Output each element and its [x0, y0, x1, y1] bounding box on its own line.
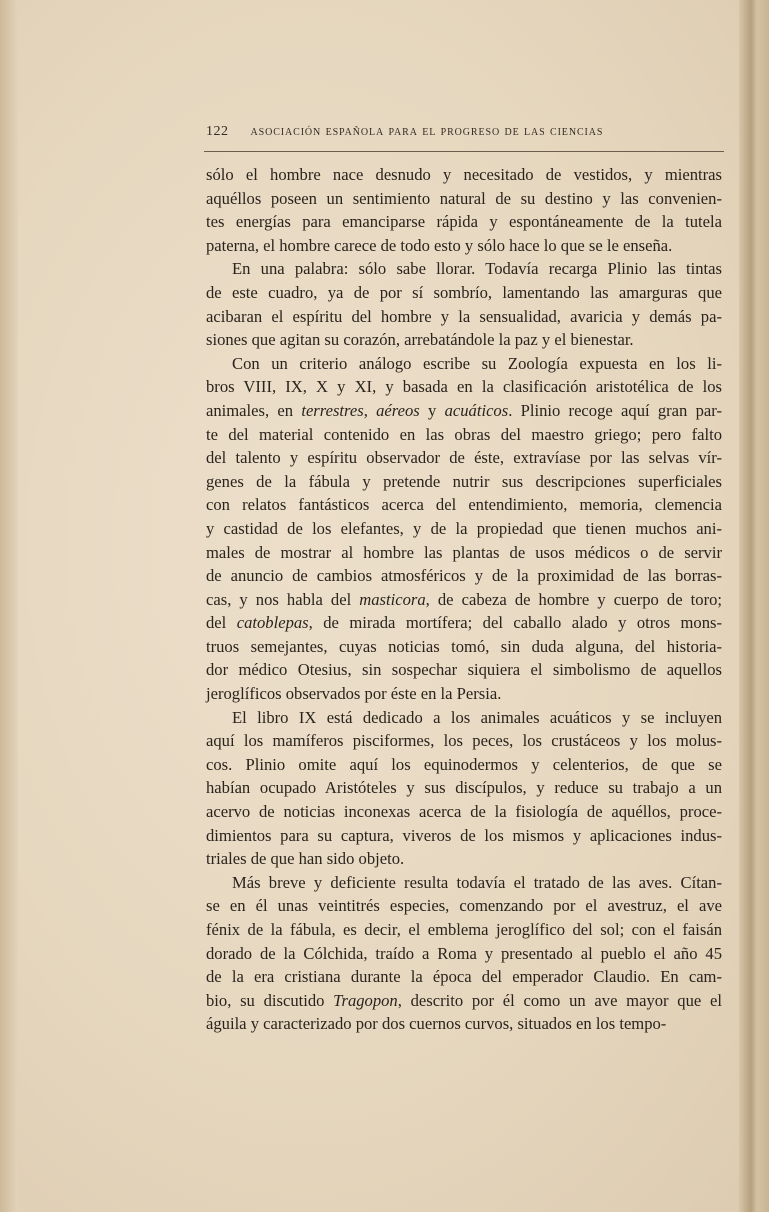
text-fragment: con relatos fantásticos acerca del entendimiento, memoria, clemencia: [206, 495, 722, 515]
running-header: [206, 124, 724, 146]
text-fragment: bio, su discutido: [206, 990, 334, 1010]
text-line: [206, 989, 722, 1013]
text-line: [206, 352, 722, 376]
text-line: [206, 1012, 722, 1036]
text-line: [206, 564, 722, 588]
text-fragment: En una palabra: sólo sabe llorar. Todavía recarga Plinio las tintas: [232, 259, 722, 279]
text-line: [206, 824, 722, 848]
italic-term: acuáticos: [444, 400, 509, 420]
text-fragment: animales, en: [206, 400, 302, 420]
italic-term: aéreos: [376, 400, 420, 420]
text-line: [206, 800, 722, 824]
text-line: [206, 257, 722, 281]
text-fragment: dorado de la Cólchida, traído a Roma y presentado al pueblo el año 45: [206, 943, 722, 963]
text-line: [206, 894, 722, 918]
italic-term: terrestres: [301, 400, 364, 420]
text-fragment: Más breve y deficiente resulta todavía el tratado de las aves. Cítan-: [232, 872, 722, 892]
italic-term: catoblepas: [236, 613, 309, 633]
text-fragment: del talento y espíritu observador de éste, extravíase por las selvas vír-: [206, 448, 722, 468]
text-line: [206, 493, 722, 517]
text-fragment: y castidad de los elefantes, y de la propiedad que tienen muchos ani-: [206, 518, 722, 538]
italic-term: masticora: [359, 589, 426, 609]
text-fragment: truos semejantes, cuyas noticias tomó, sin duda alguna, del historia-: [206, 636, 722, 656]
text-fragment: de anuncio de cambios atmosféricos y de la proximidad de las borras-: [206, 566, 722, 586]
body-text: [206, 163, 722, 1036]
text-fragment: ,: [363, 400, 377, 420]
text-fragment: del: [206, 613, 237, 633]
text-line: [206, 682, 722, 706]
paragraph: [206, 163, 722, 257]
text-line: [206, 541, 722, 565]
text-line: [206, 635, 722, 659]
text-line: [206, 187, 722, 211]
text-fragment: paterna, el hombre carece de todo esto y sólo hace lo que se le enseña.: [206, 235, 673, 255]
text-fragment: genes de la fábula y pretende nutrir sus descripciones superficiales: [206, 471, 722, 491]
page-left-edge: [0, 0, 18, 1212]
paragraph: [206, 871, 722, 1036]
text-fragment: dor médico Otesius, sin sospechar siquiera el simbolismo de aquellos: [206, 660, 722, 680]
text-line: [206, 847, 722, 871]
text-line: [206, 446, 722, 470]
text-fragment: aquéllos poseen un sentimiento natural de su destino y las convenien-: [206, 188, 722, 208]
text-line: [206, 163, 722, 187]
text-fragment: , de mirada mortífera; del caballo alado y otros mons-: [308, 613, 722, 633]
header-rule: [204, 151, 724, 152]
text-line: [206, 942, 722, 966]
text-line: [206, 776, 722, 800]
text-fragment: cos. Plinio omite aquí los equinodermos y celenterios, de que se: [206, 754, 722, 774]
paragraph: [206, 706, 722, 871]
text-line: [206, 658, 722, 682]
page-right-edge: [739, 0, 769, 1212]
text-fragment: , descrito por él como un ave mayor que el: [397, 990, 722, 1010]
text-fragment: águila y caracterizado por dos cuernos curvos, situados en los tempo-: [206, 1014, 667, 1034]
text-line: [206, 305, 722, 329]
text-line: [206, 965, 722, 989]
text-line: [206, 399, 722, 423]
text-fragment: fénix de la fábula, es decir, el emblema jeroglífico del sol; con el faisán: [206, 920, 722, 939]
text-fragment: , de cabeza de hombre y cuerpo de toro;: [425, 589, 722, 609]
text-line: [206, 611, 722, 635]
text-fragment: cas, y nos habla del: [206, 589, 360, 609]
text-fragment: dimientos para su captura, viveros de los mismos y aplicaciones indus-: [206, 825, 722, 845]
text-fragment: Con un criterio análogo escribe su Zoología expuesta en los li-: [232, 353, 722, 373]
text-fragment: y: [419, 400, 445, 420]
text-line: [206, 729, 722, 753]
paragraph: [206, 257, 722, 351]
text-line: [206, 871, 722, 895]
text-line: [206, 281, 722, 305]
text-fragment: acibaran el espíritu del hombre y la sensualidad, avaricia y demás pa-: [206, 306, 722, 326]
running-title: asociación española para el progreso de las ciencias: [250, 124, 604, 139]
text-fragment: de la era cristiana durante la época del emperador Claudio. En cam-: [206, 967, 722, 987]
text-line: [206, 753, 722, 777]
text-line: [206, 918, 722, 942]
text-fragment: . Plinio recoge aquí gran par-: [508, 400, 722, 420]
text-line: [206, 210, 722, 234]
text-line: [206, 328, 722, 352]
text-line: [206, 423, 722, 447]
text-fragment: jeroglíficos observados por éste en la Persia.: [206, 684, 502, 704]
text-fragment: bros VIII, IX, X y XI, y basada en la clasificación aristotélica de los: [206, 377, 722, 397]
text-line: [206, 375, 722, 399]
text-line: [206, 234, 722, 258]
text-fragment: se en él unas veintitrés especies, comenzando por el avestruz, el ave: [206, 896, 722, 916]
text-fragment: sólo el hombre nace desnudo y necesitado de vestidos, y mientras: [206, 165, 722, 184]
text-fragment: males de mostrar al hombre las plantas de usos médicos o de servir: [206, 542, 722, 562]
text-line: [206, 706, 722, 730]
text-line: [206, 517, 722, 541]
text-fragment: acervo de noticias inconexas acerca de la fisiología de aquéllos, proce-: [206, 802, 722, 822]
text-fragment: habían ocupado Aristóteles y sus discípulos, y reduce su trabajo a un: [206, 778, 722, 798]
page-number: 122: [206, 124, 229, 139]
text-fragment: triales de que han sido objeto.: [206, 849, 405, 869]
text-fragment: El libro IX está dedicado a los animales acuáticos y se incluyen: [232, 707, 722, 727]
text-fragment: tes energías para emanciparse rápida y espontáneamente de la tutela: [206, 212, 722, 232]
text-fragment: te del material contenido en las obras del maestro griego; pero falto: [206, 424, 722, 444]
text-line: [206, 588, 722, 612]
italic-term: Tragopon: [333, 990, 398, 1010]
text-fragment: de este cuadro, ya de por sí sombrío, lamentando las amarguras que: [206, 282, 722, 302]
text-line: [206, 470, 722, 494]
text-fragment: siones que agitan su corazón, arrebatándole la paz y el bienestar.: [206, 330, 634, 350]
text-fragment: aquí los mamíferos pisciformes, los peces, los crustáceos y los molus-: [206, 731, 722, 751]
paragraph: [206, 352, 722, 706]
